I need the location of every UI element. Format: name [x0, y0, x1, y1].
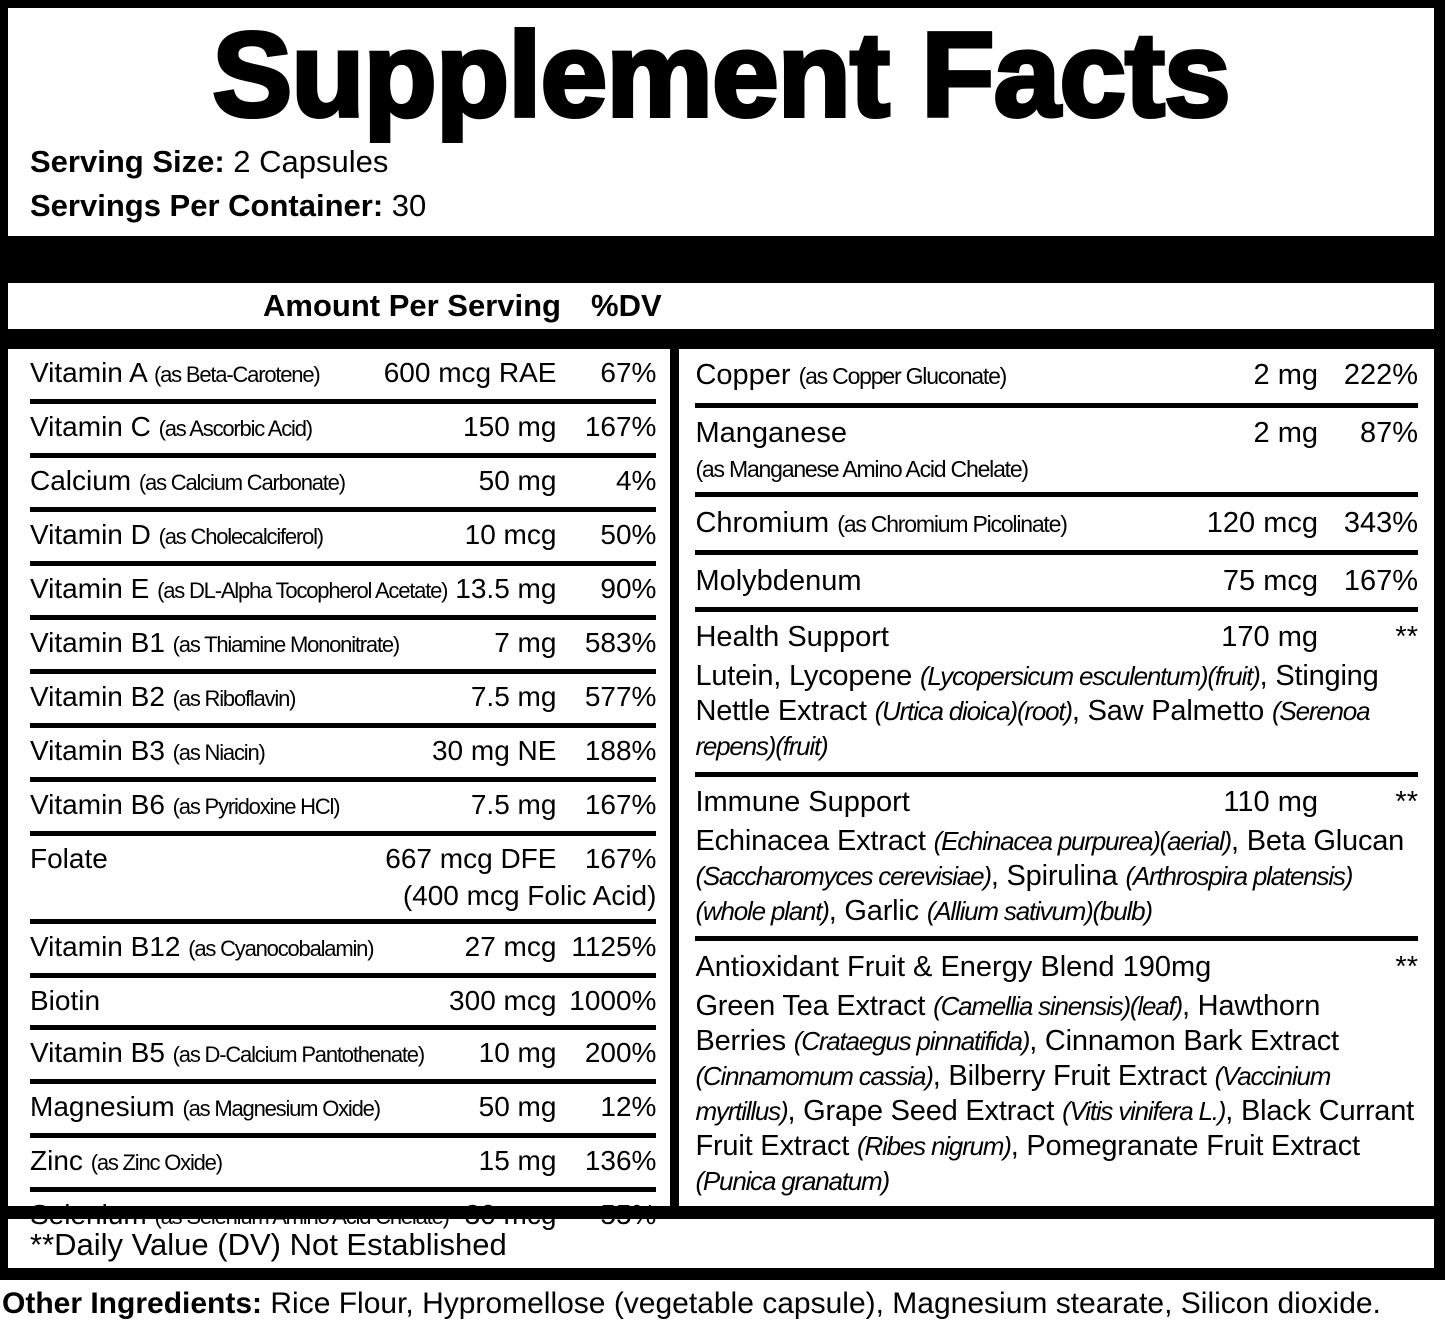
nutrient-name-text: Magnesium	[30, 1091, 175, 1122]
blend-ingredients	[695, 659, 1418, 764]
nutrient-name	[30, 624, 486, 664]
nutrient-amount: 13.5 mg	[455, 573, 557, 604]
nutrient-name	[695, 618, 1213, 656]
nutrient-row-main-line	[695, 504, 1418, 543]
nutrient-source-form-line2: (as Manganese Amino Acid Chelate)	[695, 456, 1028, 483]
nutrient-row-main-line	[30, 516, 656, 556]
nutrient-row	[30, 1084, 656, 1138]
nutrient-name	[695, 356, 1245, 395]
nutrient-name	[30, 516, 457, 556]
nutrient-row	[30, 1030, 656, 1084]
nutrient-source-form: (as Chromium Picolinate)	[837, 510, 1067, 537]
nutrient-daily-value: 50%	[600, 519, 657, 550]
nutrient-row-main-line	[30, 928, 656, 968]
nutrient-name-text: Molybdenum	[695, 564, 862, 597]
nutrient-amount: 15 mg	[478, 1145, 557, 1176]
nutrient-source-form: (as Copper Gluconate)	[798, 363, 1007, 390]
nutrient-row-main-line	[695, 356, 1418, 395]
footer-divider-bar	[8, 1206, 1434, 1219]
nutrient-source-form: (as Cyanocobalamin)	[188, 936, 374, 961]
nutrient-row	[30, 404, 656, 458]
nutrient-name-text: Health Support	[695, 621, 889, 654]
nutrient-source-form: (as Cholecalciferol)	[158, 524, 323, 549]
nutrient-name	[695, 948, 1318, 986]
nutrient-row	[30, 836, 656, 924]
nutrient-name-text: Chromium	[695, 506, 830, 539]
nutrient-amount: 300 mcg	[449, 985, 557, 1016]
blend-ingredients	[695, 989, 1418, 1199]
blend-ingredient-name: , Cinnamon Bark Extract	[1029, 1024, 1339, 1057]
nutrient-daily-value: 67%	[600, 357, 657, 388]
blend-ingredient-name: , Bilberry Fruit Extract	[932, 1059, 1215, 1092]
blend-ingredient-latin-name: (Echinacea purpurea)(aerial)	[933, 825, 1231, 856]
nutrient-row-main-line	[30, 354, 656, 394]
nutrient-amount: 7.5 mg	[470, 681, 557, 712]
blend-ingredient-latin-name: (Urtica dioica)(root)	[874, 696, 1072, 727]
blend-ingredient-latin-name: (Cinnamomum cassia)	[695, 1060, 933, 1091]
nutrient-row	[30, 728, 656, 782]
nutrient-daily-value: 167%	[584, 843, 657, 874]
blend-ingredient-name: Echinacea Extract	[695, 824, 934, 857]
nutrient-row-main-line	[695, 562, 1418, 600]
nutrient-row-main-line	[30, 408, 656, 448]
serving-size-line	[30, 142, 1434, 182]
nutrient-name	[30, 786, 463, 826]
nutrient-name	[30, 982, 441, 1020]
nutrient-name-text: Folate	[30, 843, 108, 874]
nutrient-name	[30, 462, 471, 502]
nutrient-amount: 50 mg	[478, 1091, 557, 1122]
nutrient-daily-value: 577%	[584, 681, 657, 712]
nutrient-name-text: Manganese	[695, 417, 848, 450]
blend-ingredient-name: , Black Currant Fruit Extract	[695, 1094, 1415, 1162]
nutrient-daily-value: **	[1395, 950, 1418, 983]
nutrient-daily-value: 90%	[600, 573, 657, 604]
nutrient-daily-value: 136%	[584, 1145, 657, 1176]
nutrient-row	[30, 458, 656, 512]
percent-dv-header: %DV	[591, 288, 662, 323]
blend-ingredient-name: Green Tea Extract	[695, 989, 934, 1022]
blend-ingredient-latin-name: (Ribes nigrum)	[857, 1130, 1011, 1161]
nutrient-name	[30, 1142, 471, 1182]
nutrient-row	[695, 777, 1418, 942]
nutrient-source-form: (as D-Calcium Pantothenate)	[172, 1042, 424, 1067]
blend-ingredient-name: , Beta Glucan	[1230, 824, 1405, 857]
nutrient-row-main-line	[30, 786, 656, 826]
nutrient-daily-value: 343%	[1343, 506, 1418, 539]
nutrient-row	[695, 555, 1418, 612]
blend-ingredient-latin-name: (Vitis vinifera L.)	[1062, 1095, 1226, 1126]
nutrient-row	[30, 350, 656, 404]
nutrient-row	[30, 512, 656, 566]
nutrient-table	[8, 349, 1434, 1206]
nutrient-name	[30, 928, 457, 968]
nutrient-daily-value: 167%	[1343, 564, 1418, 597]
nutrient-daily-value: 4%	[615, 465, 657, 496]
nutrient-amount: 110 mg	[1223, 785, 1318, 818]
nutrient-row	[30, 674, 656, 728]
nutrient-name	[695, 783, 1215, 821]
blend-ingredient-latin-name: (Camellia sinensis)(leaf)	[933, 990, 1182, 1021]
blend-ingredients	[695, 824, 1418, 929]
blend-ingredient-name: , Spirulina	[990, 859, 1126, 892]
nutrient-amount-line2: (400 mcg Folic Acid)	[402, 880, 657, 911]
blend-ingredient-latin-name: (Vaccinium myrtillus)	[695, 1060, 1331, 1126]
nutrient-daily-value: 222%	[1343, 359, 1418, 392]
nutrient-row-main-line	[30, 1142, 656, 1182]
nutrient-source-form: (as Riboflavin)	[172, 686, 296, 711]
nutrient-source-form: (as Zinc Oxide)	[90, 1150, 222, 1175]
nutrient-name	[30, 732, 424, 772]
nutrient-daily-value: 167%	[584, 411, 657, 442]
nutrient-amount: 7.5 mg	[470, 789, 557, 820]
nutrient-row-main-line	[30, 678, 656, 718]
nutrient-row	[695, 350, 1418, 408]
nutrient-name	[30, 678, 463, 718]
other-ingredients-line	[2, 1287, 1445, 1321]
nutrient-daily-value: 87%	[1359, 417, 1418, 450]
nutrient-name	[30, 570, 447, 610]
nutrient-row	[30, 620, 656, 674]
nutrient-amount: 75 mcg	[1222, 564, 1318, 597]
nutrient-source-form: (as DL-Alpha Tocopherol Acetate)	[157, 578, 448, 603]
blend-ingredient-latin-name: (Serenoa repens)(fruit)	[695, 696, 1370, 762]
amount-per-serving-header: Amount Per Serving	[263, 288, 561, 323]
blend-ingredient-name: , Hawthorn Berries	[695, 989, 1321, 1057]
nutrient-row	[30, 978, 656, 1030]
nutrient-name	[30, 408, 455, 448]
blend-ingredient-name: , Stinging Nettle Extract	[695, 660, 1379, 728]
nutrient-daily-value: **	[1395, 785, 1418, 818]
nutrient-name-text: Vitamin A	[30, 357, 147, 388]
other-ingredients-value: Rice Flour, Hypromellose (vegetable capsule), Magnesium stearate, Silicon dioxide.	[262, 1287, 1381, 1320]
dv-footnote: **Daily Value (DV) Not Established	[30, 1227, 507, 1262]
servings-per-container-line	[30, 186, 1434, 226]
nutrient-row-main-line	[695, 783, 1418, 821]
serving-size-label: Serving Size:	[30, 144, 225, 179]
nutrient-name	[695, 504, 1198, 543]
nutrient-amount: 50 mg	[478, 465, 557, 496]
nutrient-name-text: Vitamin B5	[30, 1037, 165, 1068]
nutrient-amount: 2 mg	[1253, 417, 1318, 450]
nutrient-daily-value: 12%	[600, 1091, 657, 1122]
blend-ingredient-name: Lutein, Lycopene	[695, 660, 920, 693]
nutrient-amount: 30 mg NE	[431, 735, 557, 766]
nutrient-row-main-line	[30, 732, 656, 772]
nutrient-row	[30, 566, 656, 620]
nutrient-daily-value: 167%	[584, 789, 657, 820]
blend-ingredient-latin-name: (Arthrospira platensis)(whole plant)	[695, 860, 1353, 926]
nutrient-row-main-line	[30, 570, 656, 610]
blend-ingredient-latin-name: (Crataegus pinnatifida)	[793, 1025, 1030, 1056]
nutrient-amount: 10 mcg	[464, 519, 557, 550]
nutrient-row-main-line	[695, 948, 1418, 986]
nutrient-name-text: Vitamin B3	[30, 735, 165, 766]
nutrient-name-text: Zinc	[30, 1145, 83, 1176]
nutrient-name-text: Antioxidant Fruit & Energy Blend 190mg	[695, 950, 1212, 983]
panel-title: Supplement Facts	[212, 8, 1230, 142]
nutrient-row-main-line	[695, 414, 1418, 452]
blend-ingredient-name: , Pomegranate Fruit Extract	[1010, 1129, 1360, 1162]
nutrient-row-main-line	[30, 1034, 656, 1074]
nutrient-name-text: Biotin	[30, 985, 101, 1016]
blend-ingredient-latin-name: (Punica granatum)	[695, 1165, 889, 1196]
nutrient-source-form: (as Thiamine Mononitrate)	[172, 632, 400, 657]
thin-divider-bar	[8, 329, 1434, 349]
nutrient-name	[695, 414, 1245, 452]
nutrient-daily-value: 1000%	[569, 985, 657, 1016]
nutrient-source-form: (as Magnesium Oxide)	[182, 1096, 380, 1121]
nutrient-name-text: Vitamin C	[30, 411, 151, 442]
nutrient-amount: 7 mg	[494, 627, 557, 658]
nutrient-row-main-line	[30, 462, 656, 502]
column-divider	[670, 349, 679, 1206]
nutrient-name-text: Vitamin B12	[30, 931, 181, 962]
nutrient-daily-value: 583%	[584, 627, 657, 658]
nutrient-name-text: Immune Support	[695, 785, 910, 818]
nutrient-row	[695, 612, 1418, 777]
nutrient-amount: 150 mg	[463, 411, 557, 442]
nutrient-amount: 27 mcg	[464, 931, 557, 962]
nutrient-name-text: Copper	[695, 359, 791, 392]
nutrient-name-text: Vitamin B2	[30, 681, 165, 712]
thick-divider-bar	[8, 236, 1434, 283]
nutrient-row	[30, 782, 656, 836]
blend-ingredient-name: , Garlic	[828, 894, 927, 927]
blend-ingredient-name: , Saw Palmetto	[1071, 695, 1272, 728]
nutrient-name	[30, 840, 377, 878]
nutrient-amount: 170 mg	[1221, 621, 1318, 654]
nutrient-row-main-line	[30, 982, 656, 1020]
nutrient-column-right	[679, 349, 1434, 1206]
nutrient-column-left	[8, 349, 670, 1206]
nutrient-name	[30, 354, 376, 394]
nutrient-name-text: Vitamin D	[30, 519, 151, 550]
serving-size-value: 2 Capsules	[224, 144, 389, 179]
nutrient-name-text: Vitamin B1	[30, 627, 165, 658]
nutrient-source-form: (as Calcium Carbonate)	[138, 470, 345, 495]
blend-ingredient-latin-name: (Lycopersicum esculentum)(fruit)	[919, 661, 1260, 692]
nutrient-row-main-line	[30, 1088, 656, 1128]
nutrient-amount: 600 mcg RAE	[383, 357, 557, 388]
servings-per-container-value: 30	[383, 188, 427, 223]
nutrient-name	[30, 1034, 471, 1074]
servings-per-container-label: Servings Per Container:	[30, 188, 384, 223]
nutrient-row-main-line	[30, 624, 656, 664]
nutrient-source-form: (as Beta-Carotene)	[154, 362, 320, 387]
nutrient-name	[695, 562, 1214, 600]
nutrient-source-form: (as Ascorbic Acid)	[158, 416, 312, 441]
nutrient-row	[30, 924, 656, 978]
nutrient-amount: 120 mcg	[1206, 506, 1318, 539]
nutrient-source-form: (as Pyridoxine HCl)	[172, 794, 340, 819]
nutrient-daily-value: **	[1395, 621, 1418, 654]
nutrient-name	[30, 1088, 471, 1128]
nutrient-name-text: Vitamin B6	[30, 789, 165, 820]
nutrient-row	[30, 1138, 656, 1192]
nutrient-name-text: Vitamin E	[30, 573, 150, 604]
nutrient-amount: 2 mg	[1253, 359, 1318, 392]
nutrient-row-main-line	[695, 618, 1418, 656]
blend-ingredient-latin-name: (Allium sativum)(bulb)	[926, 895, 1152, 926]
blend-ingredient-name: , Grape Seed Extract	[787, 1094, 1063, 1127]
nutrient-daily-value: 1125%	[571, 931, 657, 962]
blend-ingredient-latin-name: (Saccharomyces cerevisiae)	[695, 860, 991, 891]
nutrient-source-form: (as Niacin)	[172, 740, 265, 765]
other-ingredients-label: Other Ingredients:	[2, 1287, 263, 1320]
nutrient-row-main-line	[30, 840, 656, 878]
nutrient-amount: 667 mcg DFE	[385, 843, 557, 874]
nutrient-amount: 10 mg	[478, 1037, 557, 1068]
nutrient-row	[695, 941, 1418, 1206]
nutrient-daily-value: 188%	[584, 735, 657, 766]
nutrient-row	[695, 408, 1418, 498]
nutrient-row	[695, 497, 1418, 555]
nutrient-name-text: Calcium	[30, 465, 132, 496]
column-header-row	[8, 283, 1434, 329]
nutrient-daily-value: 200%	[584, 1037, 657, 1068]
